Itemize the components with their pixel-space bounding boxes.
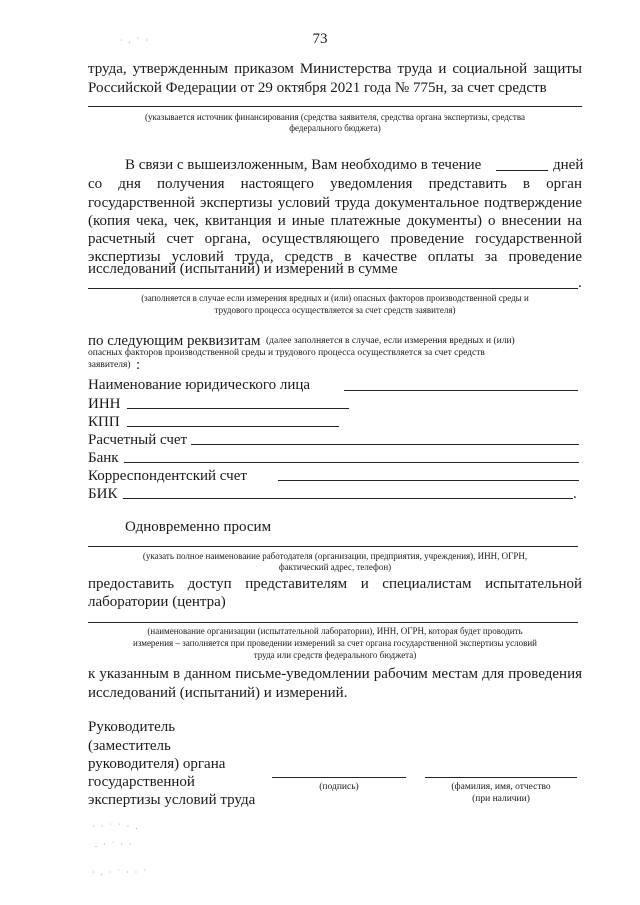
scan-noise: . · ˙ · · (95, 840, 134, 849)
name-note-2: (при наличии) (472, 794, 530, 804)
sum-note-1: (заполняется в случае если измерения вредных и (или) опасных факторов производственной среды и (141, 293, 529, 303)
para1-line-4: (копия чека, чек, квитанция и иные платежные документы) о внесении на (88, 213, 582, 229)
field-line-kpp (127, 426, 339, 427)
scan-noise: · . · ˙ · · ˙ (92, 868, 148, 877)
para1-line-6: экспертизы условий труда, средств в качестве оплаты за проведение (88, 249, 582, 265)
scan-noise: · · ˙ ˙ · . (92, 822, 140, 831)
field-line-inn (127, 408, 349, 409)
field-label-kpp: КПП (88, 414, 120, 430)
field-label-bik: БИК (88, 486, 118, 502)
funding-source-note-2: федерального бюджета) (289, 123, 381, 133)
request-line-1: предоставить доступ представителям и специалистам испытательной (88, 576, 582, 592)
para1-line-7: исследований (испытаний) и измерений в сумме (88, 261, 398, 277)
para1-line-5: расчетный счет органа, осуществляющего проведение государственной (88, 231, 582, 247)
intro-line-1: труда, утвержденным приказом Министерства труда и социальной защиты (88, 61, 582, 77)
request-line-2: лаборатории (центра) (88, 594, 226, 610)
days-blank (496, 170, 548, 171)
signatory-line-3: руководителя) органа (88, 756, 226, 772)
field-line-corr-account (278, 480, 579, 481)
para1-days-word: дней (553, 157, 584, 173)
field-label-bank: Банк (88, 450, 119, 466)
requisites-note-1: (далее заполняется в случае, если измерения вредных и (или) (266, 336, 515, 346)
field-label-org-name: Наименование юридического лица (88, 377, 311, 393)
scan-noise: · . ˙ · (120, 36, 150, 45)
lab-note-2: измерения – заполняется при проведении измерений за счет органа государственной экспертизы условий (133, 638, 537, 648)
signatory-line-1: Руководитель (88, 719, 176, 735)
lab-note-3: труда или средств федерального бюджета) (253, 650, 417, 660)
intro-line-2: Российской Федерации от 29 октября 2021 года № 775н, за счет средств (88, 80, 547, 96)
requisites-note-2: опасных факторов производственной среды и трудового процесса осуществляется за счет средств (88, 348, 485, 358)
para1-line-3: государственной экспертизы условий труда документальное подтверждение (88, 195, 582, 211)
field-line-bank (124, 462, 579, 463)
signatory-line-4: государственной (88, 774, 195, 790)
signature-line (272, 777, 406, 778)
request-title: Одновременно просим (125, 519, 272, 535)
funding-source-line (88, 106, 582, 107)
request-line-3: к указанным в данном письме-уведомлении рабочим местам для проведения (88, 666, 582, 682)
signature-note: (подпись) (319, 782, 359, 792)
field-line-account (191, 444, 579, 445)
lab-note-1: (наименование организации (испытательной лаборатории), ИНН, ОГРН, которая будет проводить (147, 626, 523, 636)
field-label-inn: ИНН (88, 396, 121, 412)
name-line (425, 777, 577, 778)
requisites-colon: : (136, 357, 141, 373)
sum-line (88, 288, 578, 289)
employer-line (88, 546, 578, 547)
para1-line-2: со дня получения настоящего уведомления представить в орган (88, 176, 582, 192)
page-number: 73 (312, 31, 328, 47)
employer-note-1: (указать полное наименование работодателя (организации, предприятия, учреждения), ИНН, ОГРН, (142, 551, 528, 561)
field-line-org-name (344, 390, 578, 391)
field-line-bik (123, 498, 573, 499)
name-note-1: (фамилия, имя, отчество (451, 782, 551, 792)
requisites-heading: по следующим реквизитам (88, 333, 261, 349)
sum-period: . (578, 275, 582, 291)
request-line-4: исследований (испытаний) и измерений. (88, 685, 348, 701)
field-label-corr-account: Корреспондентский счет (88, 468, 247, 484)
sum-note-2: трудового процесса осуществляется за счет средств заявителя) (214, 305, 456, 315)
funding-source-note-1: (указывается источник финансирования (средства заявителя, средства органа экспертизы, средства (145, 112, 525, 122)
requisites-note-3: заявителя) (88, 360, 131, 370)
lab-line (88, 622, 578, 623)
field-bik-period: . (573, 486, 577, 502)
para1-line-1: В связи с вышеизложенным, Вам необходимо в течение (125, 157, 482, 173)
employer-note-2: фактический адрес, телефон) (278, 562, 392, 572)
signatory-line-5: экспертизы условий труда (88, 792, 256, 808)
field-label-account: Расчетный счет (88, 432, 188, 448)
signatory-line-2: (заместитель (88, 738, 171, 754)
